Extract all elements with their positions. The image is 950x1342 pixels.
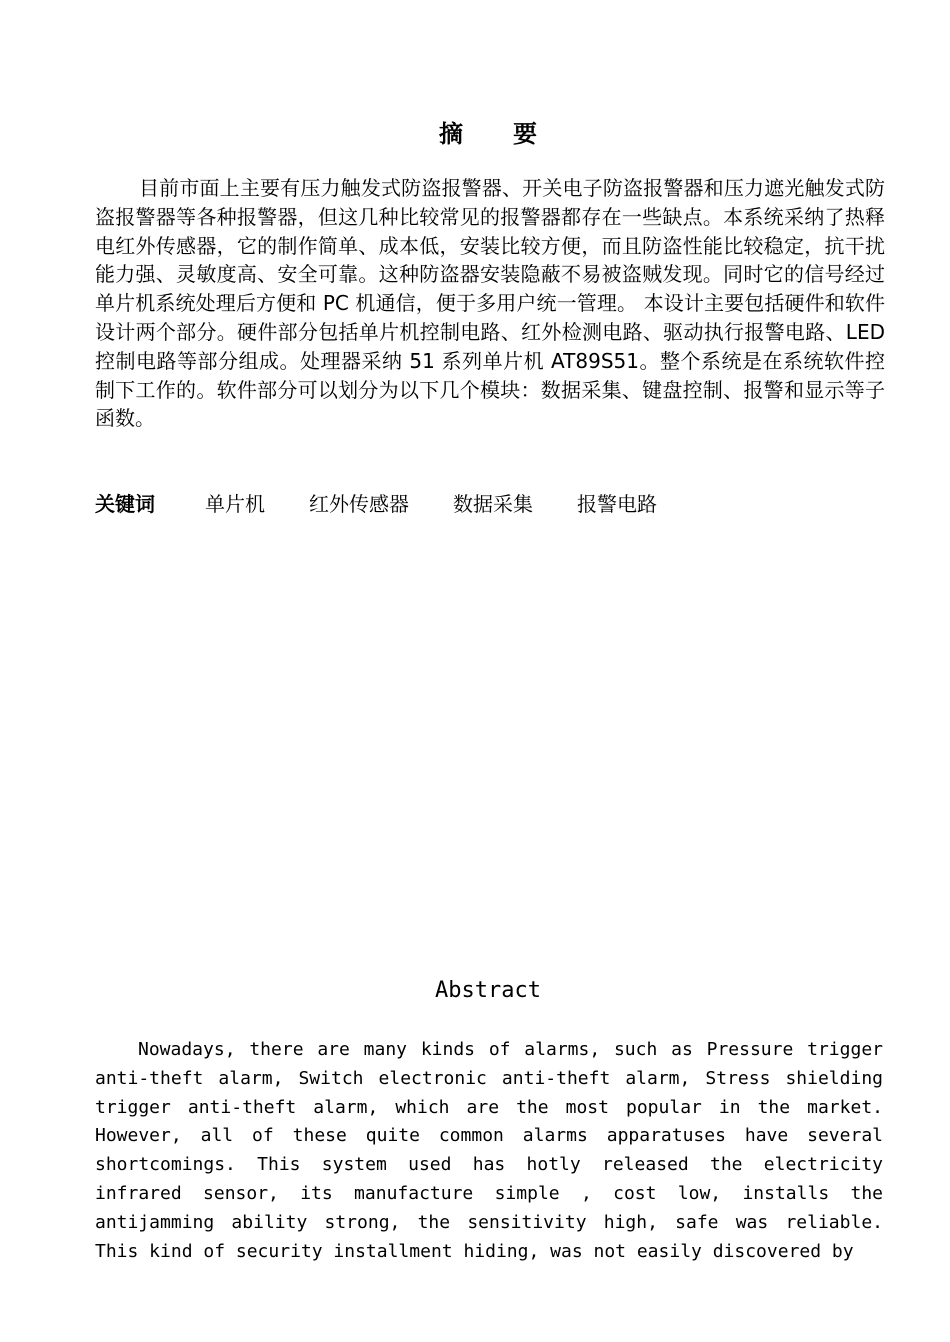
keyword: 单片机 [205,492,265,516]
keyword: 红外传感器 [309,492,409,516]
keyword: 报警电路 [577,492,657,516]
chinese-abstract-title [0,114,950,149]
title-char-2: 要 [513,119,539,148]
keywords-line [95,490,885,518]
keyword: 数据采集 [453,492,533,516]
keywords-label: 关键词 [95,492,155,516]
chinese-abstract-body: 目前市面上主要有压力触发式防盗报警器、开关电子防盗报警器和压力遮光触发式防盗报警器等各种报警器，但这几种比较常见的报警器都存在一些缺点。本系统采纳了热释电红外传感器，它的制作简单、成本低，安装比较方便，而且防盗性能比较稳定，抗干扰能力强、灵敏度高、安全可靠。这种防盗器安装隐蔽不易被盗贼发现。同时它的信号经过单片机系统处理后方便和 PC 机通信，便于多用户统一管理。 本设计主要包括硬件和软件设计两个部分。硬件部分包括单片机控制电路、红外检测电路、驱动执行报警电路、LED 控制电路等部分组成。处理器采纳 51 系列单片机 AT89S51。整个系统是在系统软件控制下工作的。软件部分可以划分为以下几个模块：数据采集、键盘控制、报警和显示等子函数。 [95,176,885,431]
title-char-1: 摘 [439,119,465,148]
english-abstract-title: Abstract [435,978,541,1003]
english-abstract-body: Nowadays, there are many kinds of alarms, such as Pressure trigger anti-theft alarm, Switch electronic anti-theft alarm, Stress shielding trigger anti-theft alarm, which are the most popular in the market. However, all of these quite common alarms apparatuses have several shortcomings. This system used has hotly released the electricity infrared sensor, its manufacture simple , cost low, installs the antijamming ability strong, the sensitivity high, safe was reliable. This kind of security installment hiding, was not easily discovered by [95,1039,883,1262]
